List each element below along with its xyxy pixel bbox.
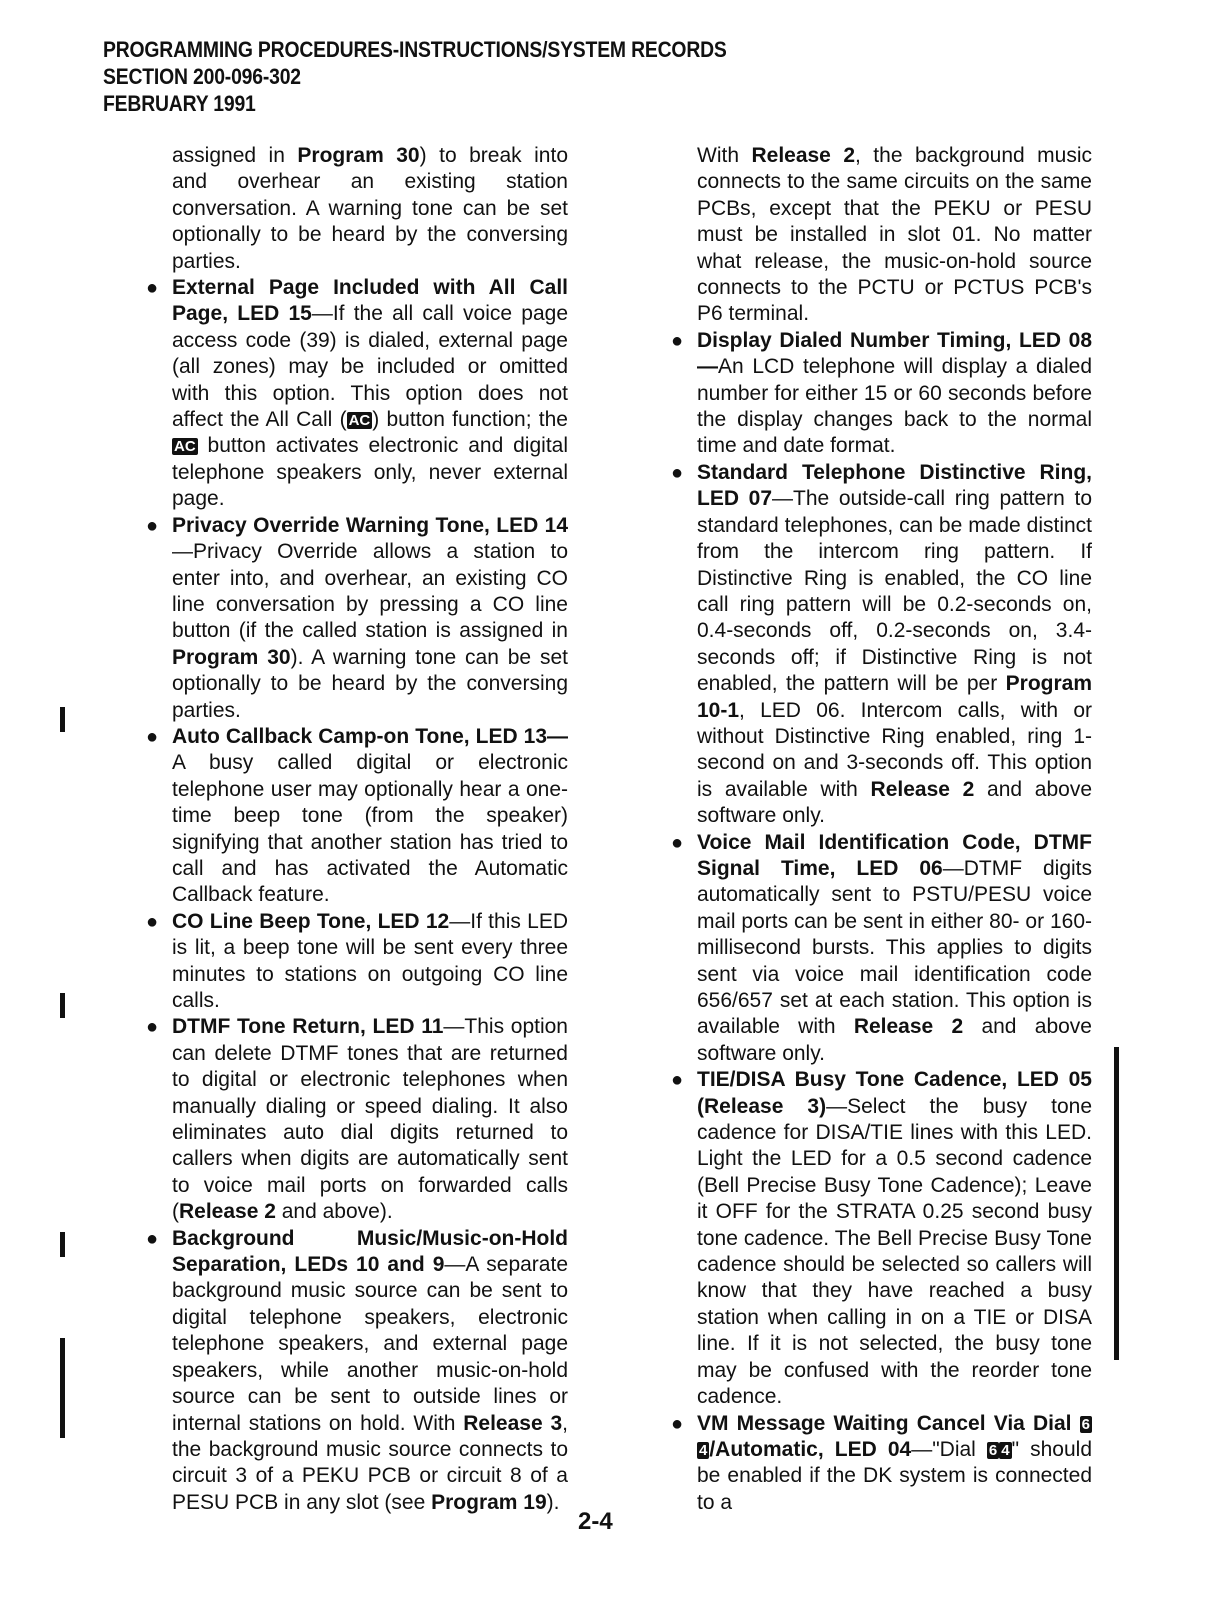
right-intro-paragraph: With Release 2, the background music connects to the same circuits on the same PCBs, except that the PEKU or PESU must be installed in slot 01. No matter what release, the music-on-hold source connects to the PCTU or PCTUS PCB's P6 terminal. <box>697 144 1092 326</box>
list-item: ● Standard Telephone Distinctive Ring, LED 07—The outside-call ring pattern to standard telephones, can be made distinct from the intercom ring pattern. If Distinctive Ring is enabled, the CO line call ring pattern will be 0.2-seconds on, 0.4-seconds off, 0.2-seconds on, 3.4-seconds off; if Distinctive Ring is not enabled, the pattern will be per Program 10-1, LED 06. Intercom calls, with or without Distinctive Ring enabled, ring 1-second on and 3-seconds off. This option is available with Release 2 and above software only. <box>671 460 1092 828</box>
list-item: ● Privacy Override Warning Tone, LED 14—Privacy Override allows a station to enter into, and overhear, an existing CO line conversation by pressing a CO line button (if the called station is assigned in Program 30). A warning tone can be set optionally to be heard by the conversing parties. <box>146 513 568 722</box>
digit-key-icon: 6 <box>988 1441 998 1459</box>
bullet-icon: ● <box>671 329 684 352</box>
header-date: FEBRUARY 1991 <box>103 91 256 116</box>
change-bar <box>60 1338 65 1438</box>
right-feature-list <box>671 328 1093 1516</box>
page-number: 2-4 <box>578 1508 613 1535</box>
change-bar <box>1114 1047 1119 1360</box>
bullet-icon: ● <box>671 461 684 484</box>
change-bar <box>60 1232 65 1257</box>
list-item: ● TIE/DISA Busy Tone Cadence, LED 05 (Release 3)—Select the busy tone cadence for DISA/TIE lines with this LED. Light the LED for a 0.5 second cadence (Bell Precise Busy Tone Cadence); Leave it OFF for the STRATA 0.25 second busy tone cadence. The Bell Precise Busy Tone cadence should be selected so callers will know that they have reached a busy station when calling in on a TIE or DISA line. If it is not selected, the busy tone may be confused with the reorder tone cadence. <box>671 1068 1092 1409</box>
left-intro-paragraph: assigned in Program 30) to break into and overhear an existing station conversation. A warning tone can be set optionally to be heard by the conversing parties. <box>172 144 569 273</box>
change-bar <box>60 707 65 732</box>
list-item: ● Voice Mail Identification Code, DTMF Signal Time, LED 06—DTMF digits automatically sent to PSTU/PESU voice mail ports can be sent in either 80- or 160-millisecond bursts. This applies to digits sent via voice mail identification code 656/657 set at each station. This option is available with Release 2 and above software only. <box>671 830 1092 1065</box>
list-item: ● Background Music/Music-on-Hold Separation, LEDs 10 and 9—A separate background music source can be sent to digital telephone speakers, electronic telephone speakers, and external page speakers, while another music-on-hold source can be sent to outside lines or internal stations on hold. With Release 3, the background music source connects to circuit 3 of a PEKU PCB or circuit 8 of a PESU PCB in any slot (see Program 19). <box>146 1226 568 1514</box>
digit-key-icon: 6 <box>1081 1415 1090 1433</box>
list-item: ● DTMF Tone Return, LED 11—This option can delete DTMF tones that are returned to digital or electronic telephones when manually dialing or speed dialing. It also eliminates auto dial digits returned to callers when digits are automatically sent to voice mail ports on forwarded calls (Release 2 and above). <box>146 1015 568 1224</box>
bullet-icon: ● <box>671 831 684 854</box>
bullet-icon: ● <box>146 514 159 537</box>
bullet-icon: ● <box>146 277 159 300</box>
list-item: ● Auto Callback Camp-on Tone, LED 13—A busy called digital or electronic telephone user may optionally hear a one-time beep tone (from the speaker) signifying that another station has tried to call and has activated the Automatic Callback feature. <box>146 724 568 907</box>
bullet-icon: ● <box>671 1069 684 1092</box>
list-item: ● External Page Included with All Call Page, LED 15—If the all call voice page access code (39) is dialed, external page (all zones) may be included or omitted with this option. This option does not affect the All Call ( AC) button function; the AC button activates electronic and digital telephone speakers only, never external page. <box>146 276 568 511</box>
change-bar <box>60 993 65 1018</box>
bullet-icon: ● <box>146 725 159 748</box>
list-item: ● VM Message Waiting Cancel Via Dial 6 4/Automatic, LED 04—"Dial 6 4" should be enabled if the DK system is connected to a <box>671 1411 1093 1514</box>
digit-key-icon: 4 <box>1001 1441 1010 1459</box>
bullet-icon: ● <box>146 1016 159 1039</box>
left-column <box>146 143 569 1516</box>
ac-key-icon: AC <box>348 412 371 430</box>
list-item: ● CO Line Beep Tone, LED 12—If this LED is lit, a beep tone will be sent every three minutes to stations on outgoing CO line calls. <box>146 909 568 1012</box>
ac-key-icon: AC <box>174 438 196 456</box>
header-section: SECTION 200-096-302 <box>103 64 301 89</box>
left-feature-list <box>146 275 568 1516</box>
page-header <box>103 36 727 117</box>
digit-key-icon: 4 <box>699 1441 708 1459</box>
bullet-icon: ● <box>146 1227 159 1250</box>
list-item: ● Display Dialed Number Timing, LED 08—An LCD telephone will display a dialed number for either 15 or 60 seconds before the display changes back to the normal time and date format. <box>671 328 1092 458</box>
bullet-icon: ● <box>671 1412 684 1435</box>
bullet-icon: ● <box>146 910 159 933</box>
header-title: PROGRAMMING PROCEDURES-INSTRUCTIONS/SYSTEM RECORDS <box>103 37 727 62</box>
right-column <box>671 143 1093 1516</box>
